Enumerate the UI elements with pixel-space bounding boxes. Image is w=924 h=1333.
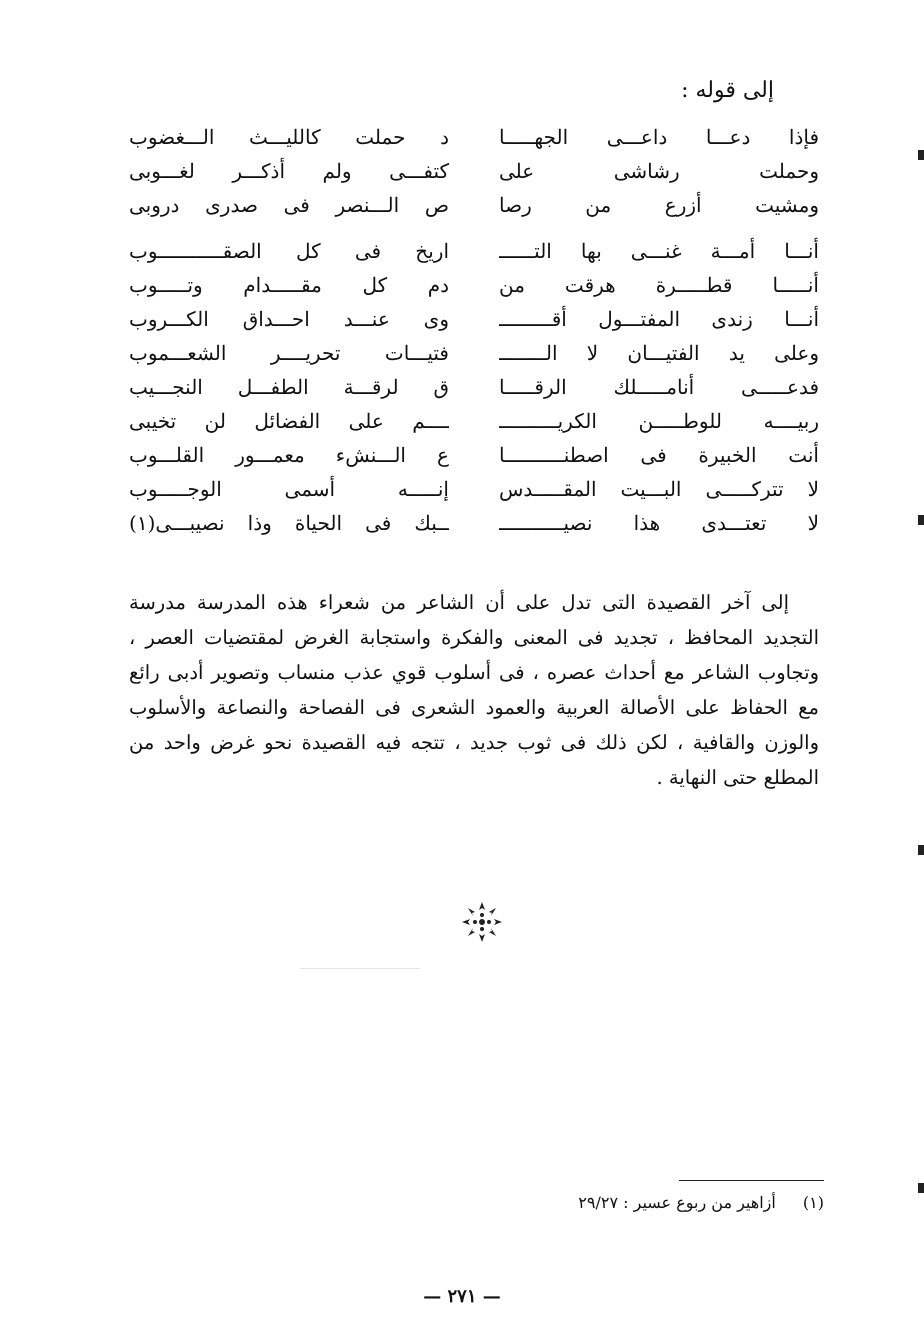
verse-left-hemistich: ــــم على الفضائل لن تخيبى: [129, 409, 449, 433]
verse-left-hemistich: اريخ فى كل الصقـــــــــــوب: [129, 239, 449, 263]
verse-left-hemistich: ع الـــنشء معمـــور القلـــوب: [129, 443, 449, 467]
intro-line: إلى قوله :: [681, 78, 774, 103]
verse: [129, 506, 819, 540]
verse: [129, 336, 819, 370]
verse-right-hemistich: فإذا دعـــا داعـــى الجهـــــا: [499, 125, 819, 149]
scan-edge-mark: [918, 150, 924, 160]
verse: [129, 120, 819, 154]
verse-left-hemistich: إنـــــه أسمى الوجـــــوب: [129, 477, 449, 501]
verse-right-hemistich: لا تتركـــــى البـــيت المقـــــدس: [499, 477, 819, 501]
verse-right-hemistich: فدعـــــى أنامـــــلك الرقـــــا: [499, 375, 819, 399]
verse-right-hemistich: وحملت رشاشى على: [499, 159, 819, 183]
verse: [129, 438, 819, 472]
verse-left-hemistich: وى عنـــد احـــداق الكـــروب: [129, 307, 449, 331]
verse-left-hemistich: كتفـــى ولم أذكـــر لغـــوبى: [129, 159, 449, 183]
verse-right-hemistich: أنـــا زندى المفتـــول أقـــــــــ: [499, 307, 819, 331]
verse-right-hemistich: أنـــا أمـــة غنـــى بها التــــــ: [499, 239, 819, 263]
verse-left-hemistich: ص الـــنصر فى صدرى دروبى: [129, 193, 449, 217]
floral-ornament-icon: [458, 898, 506, 946]
scan-edge-mark: [918, 1183, 924, 1193]
verse-left-hemistich: ــبك فى الحياة وذا نصيبـــى(١): [129, 511, 449, 535]
verse: [129, 154, 819, 188]
verse: [129, 234, 819, 268]
footnote: [578, 1193, 824, 1212]
scan-edge-mark: [918, 515, 924, 525]
verse: [129, 302, 819, 336]
commentary-paragraph: [129, 585, 819, 795]
verse: [129, 472, 819, 506]
verse-right-hemistich: أنـــــا قطـــــرة هرقت من: [499, 273, 819, 297]
poem: [129, 120, 819, 540]
verse: [129, 370, 819, 404]
page-number: — ٢٧١ —: [423, 1286, 501, 1307]
footnote-text: أزاهير من ربوع عسير : ٢٩/٢٧: [578, 1193, 776, 1212]
verse: [129, 268, 819, 302]
verse-left-hemistich: د حملت كالليـــث الـــغضوب: [129, 125, 449, 149]
verse-right-hemistich: لا تعتـــدى هذا نصيـــــــــــ: [499, 511, 819, 535]
scan-artifact: [300, 968, 420, 969]
verse: [129, 404, 819, 438]
verse-right-hemistich: ربيــــه للوطـــــن الكريــــــــــ: [499, 409, 819, 433]
verse-right-hemistich: ومشيت أزرع من رصا: [499, 193, 819, 217]
verse-right-hemistich: وعلى يد الفتيـــان لا الــــــــ: [499, 341, 819, 365]
footnote-divider: [679, 1180, 824, 1181]
verse-left-hemistich: ق لرقـــة الطفـــل النجـــيب: [129, 375, 449, 399]
verse-right-hemistich: أنت الخبيرة فى اصطنــــــــــا: [499, 443, 819, 467]
commentary-text: إلى آخر القصيدة التى تدل على أن الشاعر من شعراء هذه المدرسة مدرسة التجديد المحافظ ، تجديد فى المعنى والفكرة واستجابة الغرض لمقتضيات العصر ، وتجاوب الشاعر مع أحداث عصره ، فى أسلوب قوي عذب منساب وتصوير أدبى رائع مع الحفاظ على الأصالة العربية والعمود الشعرى فى الفصاحة والنصاعة والأسلوب والوزن والقافية ، لكن ذلك فى ثوب جديد ، تتجه فيه القصيدة نحو غرض واحد من المطلع حتى النهاية .: [129, 591, 819, 789]
scan-edge-mark: [918, 845, 924, 855]
footnote-number: (١): [802, 1193, 824, 1212]
verse-left-hemistich: دم كل مقـــــدام وتـــــوب: [129, 273, 449, 297]
verse: [129, 188, 819, 222]
verse-left-hemistich: فتيـــات تحريــــر الشعـــموب: [129, 341, 449, 365]
